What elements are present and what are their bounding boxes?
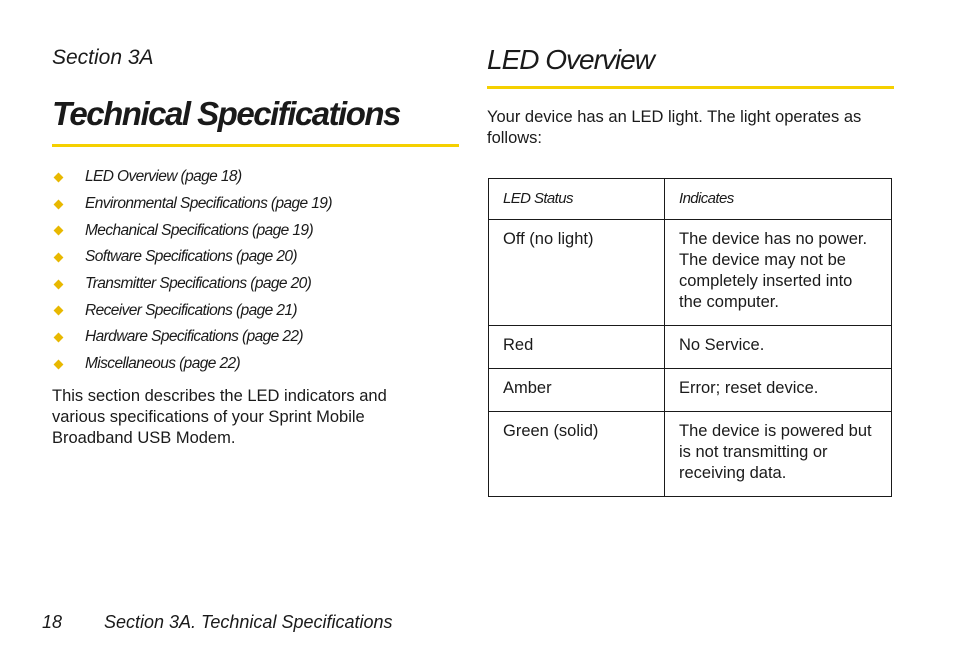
led-overview-heading: LED Overview [487, 44, 654, 75]
footer-running-title: Section 3A. Technical Specifications [104, 612, 393, 632]
led-status-cell: Red [489, 326, 665, 369]
led-status-cell: Off (no light) [489, 220, 665, 326]
diamond-bullet-icon [54, 279, 64, 289]
table-header-row [489, 179, 892, 220]
toc-item-label[interactable]: LED Overview (page 18) [85, 168, 242, 186]
diamond-bullet-icon [54, 226, 64, 236]
diamond-bullet-icon [54, 333, 64, 343]
toc-item[interactable] [52, 217, 452, 244]
toc-item-label[interactable]: Environmental Specifications (page 19) [85, 195, 332, 213]
indicates-cell: The device has no power. The device may not be completely inserted into the computer. [665, 220, 892, 326]
toc-item-label[interactable]: Miscellaneous (page 22) [85, 355, 241, 373]
toc-item[interactable] [52, 191, 452, 218]
toc-item[interactable] [52, 297, 452, 324]
section-label: Section 3A [52, 46, 154, 69]
toc-item[interactable] [52, 271, 452, 298]
heading-underline [487, 86, 894, 89]
diamond-bullet-icon [54, 172, 64, 182]
header-indicates: Indicates [665, 179, 892, 220]
table-row [489, 412, 892, 497]
header-led-status: LED Status [489, 179, 665, 220]
title-underline [52, 144, 459, 147]
led-intro: Your device has an LED light. The light operates as follows: [487, 108, 862, 147]
led-status-cell: Green (solid) [489, 412, 665, 497]
toc-item[interactable] [52, 244, 452, 271]
diamond-bullet-icon [54, 359, 64, 369]
table-row [489, 326, 892, 369]
toc-item-label[interactable]: Hardware Specifications (page 22) [85, 328, 303, 346]
indicates-cell: No Service. [665, 326, 892, 369]
indicates-cell: Error; reset device. [665, 369, 892, 412]
toc-item-label[interactable]: Mechanical Specifications (page 19) [85, 221, 313, 239]
toc-item-label[interactable]: Transmitter Specifications (page 20) [85, 275, 312, 293]
footer-page-number: 18 [42, 612, 63, 632]
toc-item-label[interactable]: Software Specifications (page 20) [85, 248, 297, 266]
toc-item[interactable] [52, 351, 452, 378]
led-status-table [488, 178, 892, 497]
page-title: Technical Specifications [52, 95, 400, 132]
diamond-bullet-icon [54, 306, 64, 316]
section-intro: This section describes the LED indicators and various specifications of your Sprint Mobile Broadband USB Modem. [52, 387, 387, 447]
toc-item[interactable] [52, 164, 452, 191]
diamond-bullet-icon [54, 199, 64, 209]
table-of-contents [52, 164, 452, 378]
indicates-cell: The device is powered but is not transmitting or receiving data. [665, 412, 892, 497]
table-row [489, 369, 892, 412]
toc-item[interactable] [52, 324, 452, 351]
diamond-bullet-icon [54, 252, 64, 262]
table-row [489, 220, 892, 326]
toc-item-label[interactable]: Receiver Specifications (page 21) [85, 301, 297, 319]
led-status-cell: Amber [489, 369, 665, 412]
